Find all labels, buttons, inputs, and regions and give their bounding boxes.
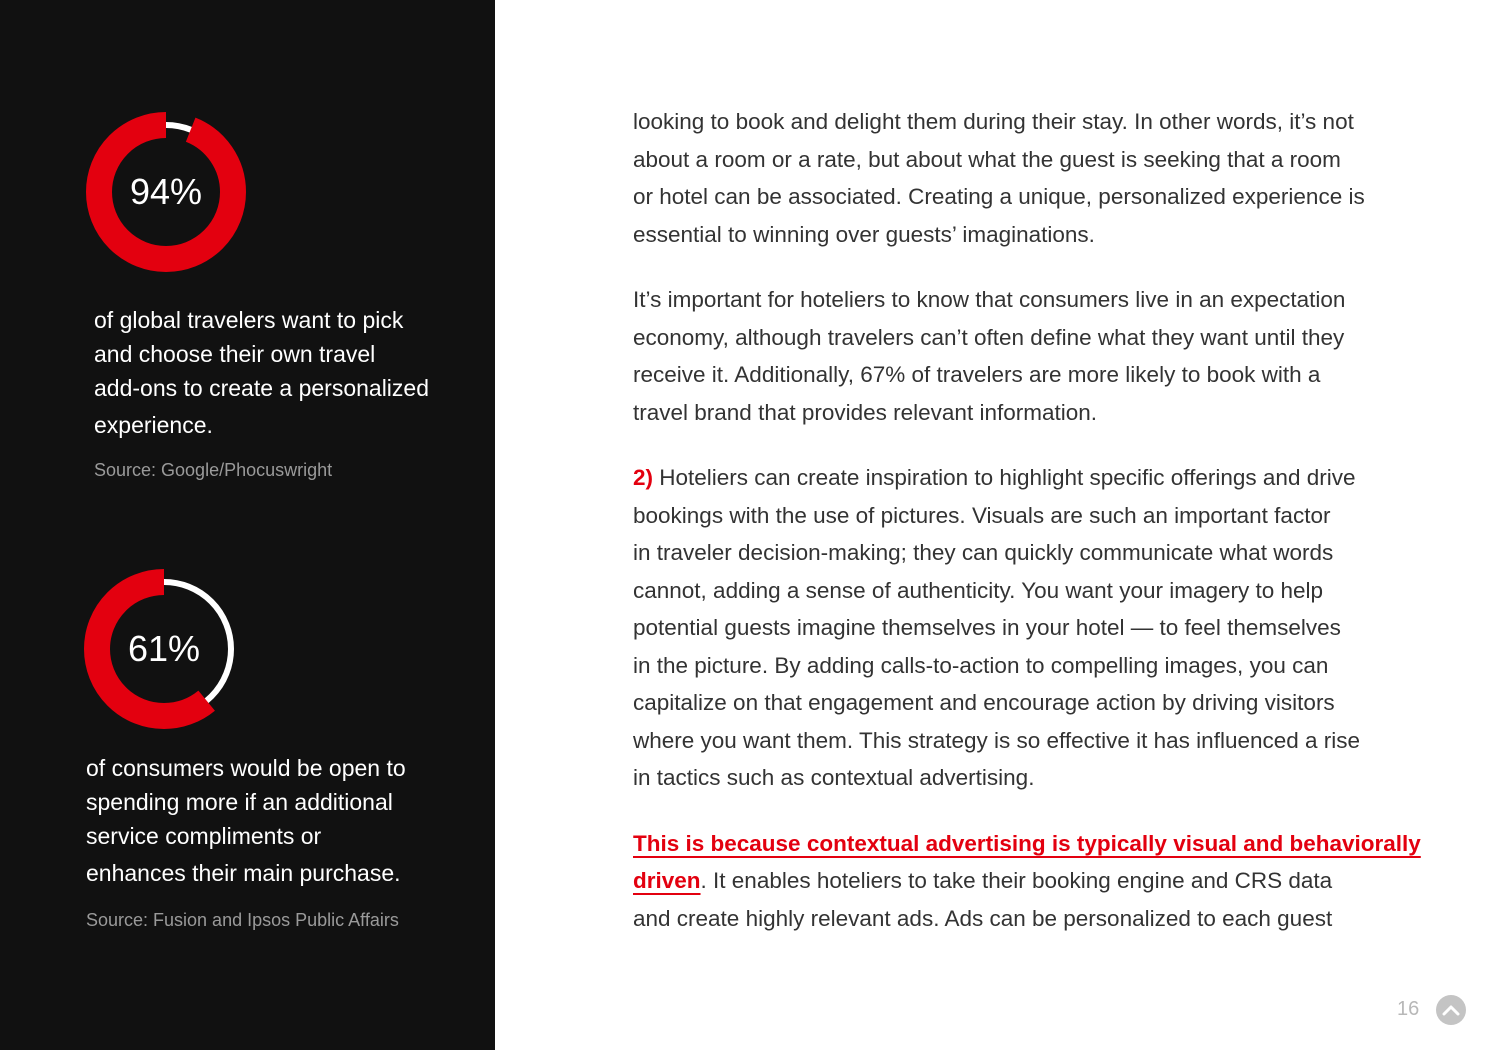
text-line: bookings with the use of pictures. Visuals are such an important factor bbox=[633, 502, 1331, 528]
text-line: about a room or a rate, but about what the guest is seeking that a room bbox=[633, 146, 1341, 172]
paragraph-4 bbox=[633, 825, 1421, 938]
text-line: where you want them. This strategy is so effective it has influenced a rise bbox=[633, 727, 1361, 753]
text-line: It’s important for hoteliers to know that consumers live in an expectation bbox=[633, 287, 1346, 312]
text-line bbox=[633, 459, 1413, 497]
text-line: looking to book and delight them during their stay. In other words, it’s not bbox=[633, 109, 1354, 134]
stat-description-line: add-ons to create a personalized bbox=[94, 375, 429, 401]
text-line bbox=[633, 825, 1421, 863]
stat-description-line: experience. bbox=[94, 412, 213, 438]
donut-percent-label: 94% bbox=[129, 171, 203, 212]
body-text bbox=[633, 103, 1421, 965]
text-line: capitalize on that engagement and encourage action by driving visitors bbox=[633, 690, 1335, 715]
page-number: 16 bbox=[1397, 998, 1420, 1020]
text-line: in tactics such as contextual advertising. bbox=[633, 765, 1035, 790]
text-line: in traveler decision-making; they can quickly communicate what words bbox=[633, 540, 1334, 565]
text-line: and create highly relevant ads. Ads can be personalized to each guest bbox=[633, 905, 1333, 931]
stat-description bbox=[86, 751, 406, 890]
donut-chart-61 bbox=[84, 569, 244, 729]
paragraph-2 bbox=[633, 281, 1413, 431]
chevron-up-icon bbox=[1442, 1004, 1460, 1016]
text-line: essential to winning over guests’ imaginations. bbox=[633, 221, 1095, 247]
text-segment: . It enables hoteliers to take their booking engine and CRS data bbox=[700, 868, 1333, 893]
text-line: potential guests imagine themselves in your hotel — to feel themselves bbox=[633, 615, 1341, 640]
donut-percent-label: 61% bbox=[127, 628, 201, 669]
highlighted-text: driven bbox=[633, 868, 701, 893]
stat-description-line: of consumers would be open to bbox=[86, 755, 406, 781]
text-line: in the picture. By adding calls-to-action to compelling images, you can bbox=[633, 652, 1329, 678]
stat-description bbox=[94, 303, 429, 442]
donut-chart-94 bbox=[86, 112, 246, 272]
paragraph-1 bbox=[633, 103, 1413, 253]
stat-source: Source: Fusion and Ipsos Public Affairs bbox=[86, 910, 399, 930]
scroll-to-top-button[interactable] bbox=[1436, 995, 1466, 1025]
stat-description-line: spending more if an additional bbox=[86, 789, 393, 815]
stat-source: Source: Google/Phocuswright bbox=[94, 460, 333, 480]
text-segment: Hoteliers can create inspiration to highlight specific offerings and drive bbox=[653, 465, 1356, 490]
text-line: cannot, adding a sense of authenticity. You want your imagery to help bbox=[633, 577, 1324, 603]
stat-description-line: enhances their main purchase. bbox=[86, 860, 401, 886]
text-line: receive it. Additionally, 67% of travelers are more likely to book with a bbox=[633, 362, 1321, 387]
stat-description-line: of global travelers want to pick bbox=[94, 307, 404, 333]
highlighted-text: This is because contextual advertising is typically visual and behaviorally bbox=[633, 830, 1421, 856]
stat-description-line: service compliments or bbox=[86, 823, 322, 849]
text-line bbox=[633, 862, 1413, 900]
stats-sidebar bbox=[0, 0, 495, 1050]
paragraph-3 bbox=[633, 459, 1413, 797]
stat-description-line: and choose their own travel bbox=[94, 341, 376, 367]
text-line: travel brand that provides relevant information. bbox=[633, 399, 1097, 425]
text-line: economy, although travelers can’t often define what they want until they bbox=[633, 324, 1345, 350]
text-line: or hotel can be associated. Creating a unique, personalized experience is bbox=[633, 184, 1365, 209]
list-number: 2) bbox=[633, 465, 654, 490]
